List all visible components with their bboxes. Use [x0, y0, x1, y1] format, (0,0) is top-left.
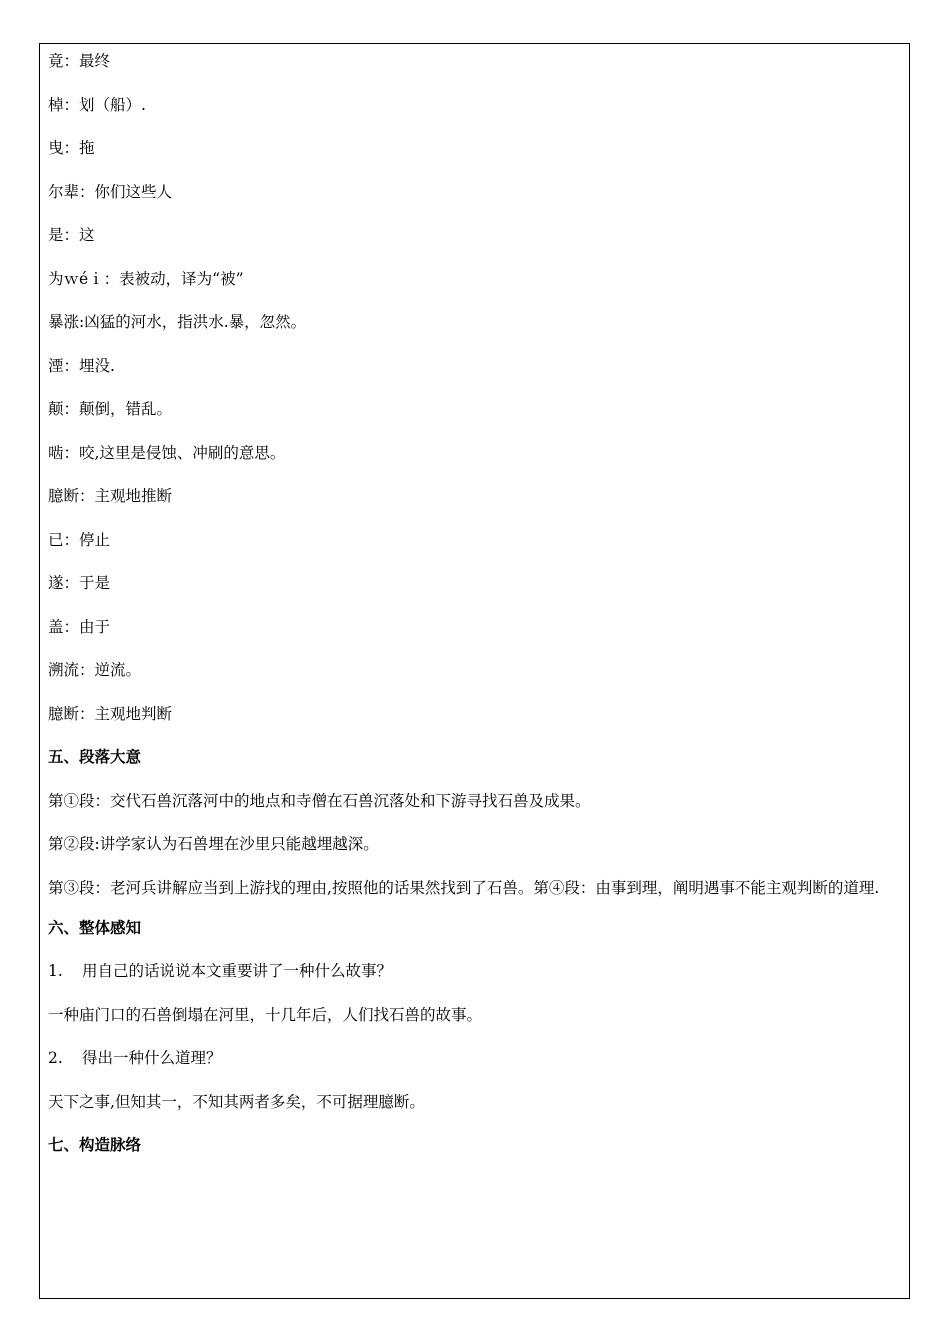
- document-content: [48, 50, 903, 1178]
- question-2: [48, 1047, 903, 1069]
- gloss-line: 臆断：主观地判断: [48, 704, 173, 723]
- gloss-line: 暴涨:凶猛的河水，指洪水.暴，忽然。: [48, 313, 307, 331]
- question-text: 用自己的话说说本文重要讲了一种什么故事？: [82, 962, 393, 980]
- section-heading-structure: 七、构造脉络: [48, 1135, 142, 1154]
- gloss-line: 竟：最终: [48, 52, 111, 70]
- gloss-line: 盖：由于: [48, 617, 111, 636]
- gloss-line: 是：这: [48, 226, 95, 244]
- page-frame: [39, 43, 910, 1299]
- paragraph-summary-1: 第①段：交代石兽沉落河中的地点和寺僧在石兽沉落处和下游寻找石兽及成果。: [48, 791, 591, 810]
- gloss-line: 啮：咬,这里是侵蚀、冲刷的意思。: [48, 443, 286, 462]
- section-heading-paragraph-summary: 五、段落大意: [48, 747, 142, 766]
- question-number: 2.: [48, 1049, 63, 1067]
- answer-2: 天下之事,但知其一，不知其两者多矣，不可据理臆断。: [48, 1092, 425, 1111]
- question-number: 1.: [48, 962, 63, 980]
- section-heading-overall-perception: 六、整体感知: [48, 917, 142, 937]
- gloss-line: 棹：划（船）.: [48, 95, 146, 114]
- gloss-line: 尔辈：你们这些人: [48, 182, 173, 201]
- gloss-line: 湮：埋没.: [48, 356, 115, 375]
- gloss-line: 遂：于是: [48, 574, 111, 592]
- gloss-line: 颠：颠倒，错乱。: [48, 400, 173, 418]
- gloss-line: 曳：拖: [48, 139, 95, 157]
- gloss-line: 为ｗéｉ：表被动，译为“被”: [48, 269, 244, 288]
- paragraph-summary-2: 第②段:讲学家认为石兽埋在沙里只能越埋越深。: [48, 835, 379, 853]
- question-1: [48, 960, 903, 982]
- question-text: 得出一种什么道理？: [82, 1049, 222, 1067]
- paragraph-summary-3: 第③段：老河兵讲解应当到上游找的理由,按照他的话果然找到了石兽。第④段：由事到理，阐明遇事不能主观判断的道理.: [48, 878, 880, 897]
- answer-1: 一种庙门口的石兽倒塌在河里，十几年后，人们找石兽的故事。: [48, 1005, 483, 1024]
- gloss-line: 臆断：主观地推断: [48, 487, 173, 505]
- gloss-line: 溯流：逆流。: [48, 661, 142, 679]
- gloss-line: 已：停止: [48, 530, 111, 549]
